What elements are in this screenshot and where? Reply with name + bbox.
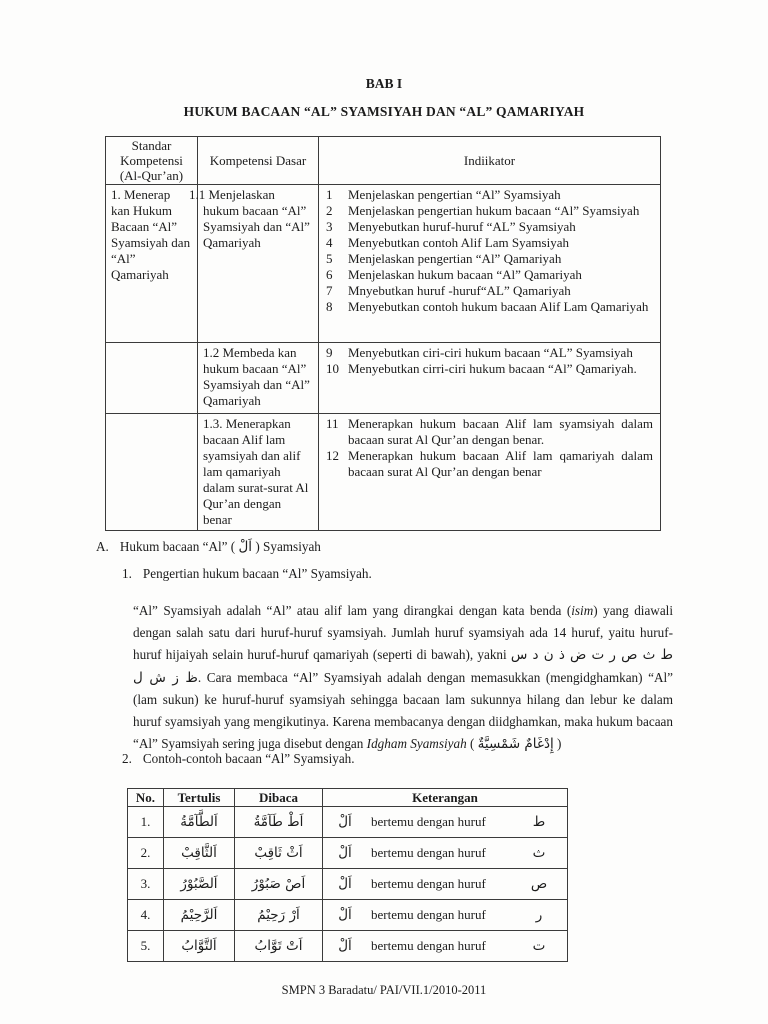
al-arabic: اَلْ [338,907,352,923]
example-dibaca-arabic: اَرْ رَحِيْمُ [235,900,323,931]
indicator-item: 6 Menjelaskan hukum bacaan “Al” Qamariyah [326,267,582,282]
example-tertulis-arabic: اَلطَّآمَّةُ [164,807,235,838]
example-no: 3. [128,869,164,900]
competency-row-3 [106,414,661,531]
indicator-item: 5 Menjelaskan pengertian “Al” Qamariyah [326,251,562,266]
header-indikator: Indiikator [319,137,661,185]
idgham-syamsiyah-italic: Idgham Syamsiyah [366,735,467,751]
indikator-cell-3 [319,414,661,531]
dasar-cell-1: 1.1 Menjelaskan hukum bacaan “Al” Syamsiyah dan “Al” Qamariyah [198,185,319,343]
indikator-cell-2 [319,343,661,414]
example-no: 1. [128,807,164,838]
indikator-cell-1 [319,185,661,343]
example-dibaca-arabic: اَتْ تَوَّابُ [235,931,323,962]
indicator-item: 9 Menyebutkan ciri-ciri hukum bacaan “AL” Syamsiyah [326,345,633,360]
keterangan-phrase: bertemu dengan huruf [371,938,486,953]
indicator-item: 4 Menyebutkan contoh Alif Lam Syamsiyah [326,235,569,250]
keterangan-phrase: bertemu dengan huruf [371,845,486,860]
header-dibaca: Dibaca [235,789,323,807]
header-keterangan: Keterangan [323,789,568,807]
indicator-item: 10 Menyebutkan cirri-ciri hukum bacaan “Al” Qamariyah. [326,361,637,376]
section-a-text: Hukum bacaan “Al” ( [119,539,239,554]
page-footer: SMPN 3 Baradatu/ PAI/VII.1/2010-2011 [281,983,487,997]
header-kompetensi-dasar: Kompetensi Dasar [198,137,319,185]
example-keterangan [323,869,568,900]
point-2-title: Contoh-contoh bacaan “Al” Syamsiyah. [142,751,355,766]
huruf-arabic: ر [535,907,543,923]
dasar-cell-2: 1.2 Membeda kan hukum bacaan “Al” Syamsiyah dan “Al” Qamariyah [198,343,319,414]
indicator-item: 2 Menjelaskan pengertian hukum bacaan “Al” Syamsiyah [326,203,640,218]
examples-table [127,788,568,962]
point-1-heading [122,566,372,582]
indicator-item: 12 Menerapkan hukum bacaan Alif lam qamariyah dalam bacaan surat Al Qur’an dengan benar [326,448,653,479]
huruf-arabic: ت [532,938,546,954]
header-standar-kompetensi: Standar Kompetensi (Al-Qur’an) [106,137,198,185]
example-keterangan [323,838,568,869]
indicator-item: 11 Menerapkan hukum bacaan Alif lam syamsiyah dalam bacaan surat Al Qur’an dengan benar. [326,416,653,447]
huruf-arabic: ط [532,814,546,830]
point-1-title: Pengertian hukum bacaan “Al” Syamsiyah. [142,566,372,581]
examples-header-row [128,789,568,807]
definition-paragraph: “Al” Syamsiyah adalah “Al” atau alif lam yang dirangkai dengan kata benda (isim) yang diawali dengan salah satu dari huruf-huruf syamsiyah. Jumlah huruf syamsiyah ada 14 huruf, yaitu huruf-huruf hijaiyah selain huruf-huruf qamariyah (seperti di bawah), yakni ط ث ص ر ت ض ذ ن د س ظ ز ش ل. Cara membaca “Al” Syamsiyah adalah dengan memasukkan (mengidghamkan) “Al” (lam sukun) ke huruf-huruf syamsiyah sehingga bacaan lam sukunnya hilang dan lebur ke dalam huruf syamsiyah yang mengikutinya. Karena membacanya dengan diidghamkan, maka hukum bacaan “Al” Syamsiyah sering juga disebut dengan Idgham Syamsiyah ( إِدْغَامٌ شَمْسِيَّةٌ ) [133,603,674,752]
header-tertulis: Tertulis [164,789,235,807]
header-no: No. [128,789,164,807]
standar-cell-2 [106,343,198,414]
example-keterangan [323,807,568,838]
point-1-marker: 1. [122,566,132,581]
competency-table [105,136,661,531]
competency-row-1 [106,185,661,343]
example-tertulis-arabic: اَلرَّحِيْمُ [164,900,235,931]
section-a-text-after: ) Syamsiyah [252,539,321,554]
competency-header-row [106,137,661,185]
example-tertulis-arabic: اَلتَّوَّابُ [164,931,235,962]
chapter-title: BAB I [365,76,403,91]
standar-cell-3 [106,414,198,531]
example-dibaca-arabic: اَطْ طَآمَّةُ [235,807,323,838]
indicator-item: 3 Menyebutkan huruf-huruf “AL” Syamsiyah [326,219,576,234]
standar-cell-1: 1. Menerap kan Hukum Bacaan “Al” Syamsiyah dan “Al” Qamariyah [106,185,198,343]
example-no: 5. [128,931,164,962]
dasar-cell-3: 1.3. Menerapkan bacaan Alif lam syamsiyah dan alif lam qamariyah dalam surat-surat Al Qur’an dengan benar [198,414,319,531]
point-2-marker: 2. [122,751,132,766]
example-keterangan [323,900,568,931]
indicator-item: 1 Menjelaskan pengertian “Al” Syamsiyah [326,187,561,202]
example-tertulis-arabic: اَلصَّبُوْرُ [164,869,235,900]
page-title: HUKUM BACAAN “AL” SYAMSIYAH DAN “AL” QAMARIYAH [183,104,585,119]
example-dibaca-arabic: اَصْ صَبُوْرُ [235,869,323,900]
competency-row-2 [106,343,661,414]
example-row [128,869,568,900]
huruf-arabic: ص [530,876,548,892]
keterangan-phrase: bertemu dengan huruf [371,876,486,891]
example-row [128,807,568,838]
section-a-heading [96,539,321,555]
al-arabic: اَلْ [338,876,352,892]
syamsiyah-letters-arabic: ط ث ص ر ت ض ذ ن د س ظ ز ش ل [133,646,673,686]
al-arabic: اَلْ [338,845,352,861]
point-2-heading [122,751,355,767]
example-dibaca-arabic: اَثْ ثَاقِبْ [235,838,323,869]
al-arabic: اَلْ [338,938,352,954]
example-tertulis-arabic: اَلثَّاقِبْ [164,838,235,869]
example-row [128,900,568,931]
section-a-marker: A. [96,539,109,554]
idgham-syamsiyah-arabic: إِدْغَامٌ شَمْسِيَّةٌ [477,735,554,752]
al-arabic: اَلْ [338,814,352,830]
example-keterangan [323,931,568,962]
example-no: 4. [128,900,164,931]
indicator-item: 7 Mnyebutkan huruf -huruf“AL” Qamariyah [326,283,571,298]
huruf-arabic: ث [532,845,546,861]
example-row [128,931,568,962]
example-row [128,838,568,869]
example-no: 2. [128,838,164,869]
keterangan-phrase: bertemu dengan huruf [371,907,486,922]
section-a-arabic: اَلْ [238,539,253,555]
isim-italic: isim [571,603,594,619]
keterangan-phrase: bertemu dengan huruf [371,814,486,829]
indicator-item: 8 Menyebutkan contoh hukum bacaan Alif Lam Qamariyah [326,299,649,314]
